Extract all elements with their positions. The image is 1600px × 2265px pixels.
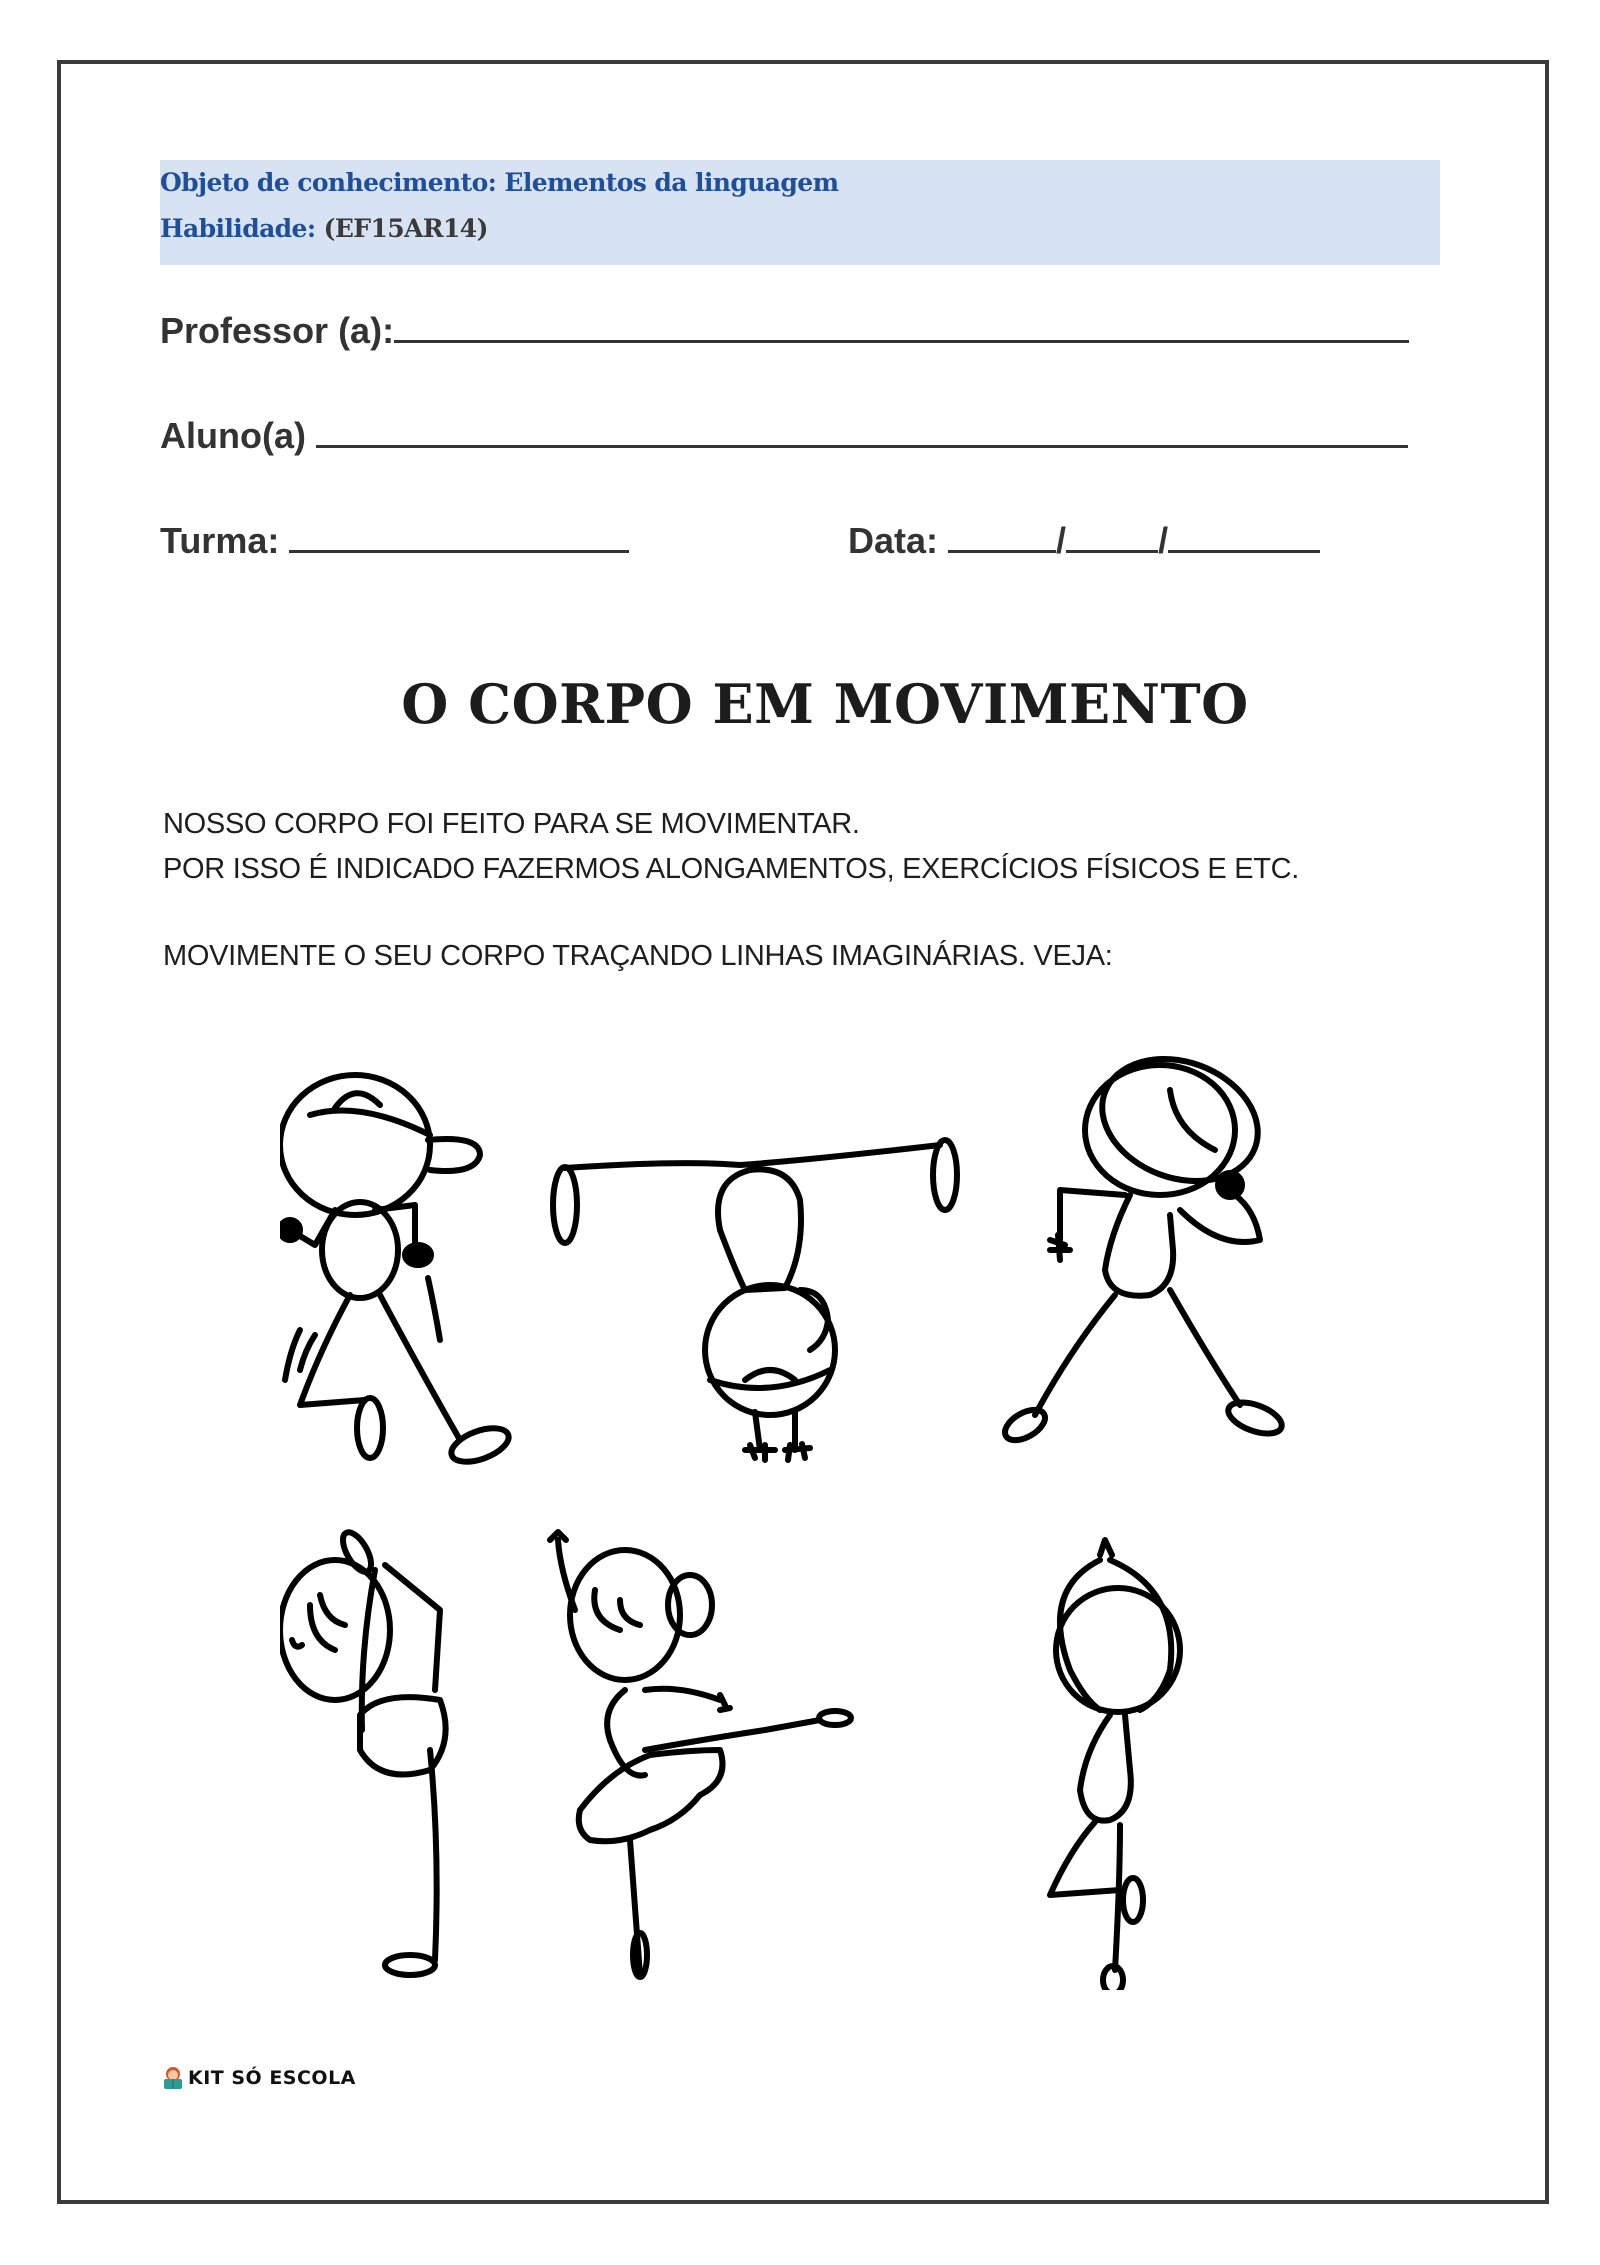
- paragraph-line-2: POR ISSO É INDICADO FAZERMOS ALONGAMENTOS, EXERCÍCIOS FÍSICOS E ETC.: [163, 853, 1300, 885]
- instruction-line: MOVIMENTE O SEU CORPO TRAÇANDO LINHAS IMAGINÁRIAS. VEJA:: [163, 940, 1113, 972]
- knowledge-object: [160, 168, 838, 197]
- class-field: [160, 520, 629, 562]
- student-blank[interactable]: [316, 415, 1408, 448]
- handstand-figure: [553, 1140, 957, 1460]
- tree-pose-figure: [1050, 1540, 1180, 1990]
- page-title: O CORPO EM MOVIMENTO: [401, 672, 1249, 736]
- professor-label: Professor (a):: [160, 310, 395, 351]
- date-label: Data:: [848, 520, 939, 561]
- class-label: Turma:: [160, 520, 280, 561]
- figures-grid: [280, 1050, 1380, 1990]
- student-field: [160, 415, 1408, 457]
- professor-blank[interactable]: [394, 310, 1409, 343]
- reading-girl-icon: [162, 2066, 184, 2090]
- date-field: [848, 520, 1320, 562]
- date-year-blank[interactable]: [1168, 520, 1320, 553]
- skill-label: Habilidade:: [160, 214, 316, 243]
- running-boy-figure: [280, 1075, 513, 1468]
- date-separator-1: /: [1056, 520, 1067, 561]
- class-blank[interactable]: [289, 520, 629, 553]
- skill-code: (EF15AR14): [323, 214, 488, 243]
- stick-figures-illustration: [280, 1050, 1380, 1990]
- ballerina-figure: [550, 1532, 851, 1977]
- date-day-blank[interactable]: [948, 520, 1056, 553]
- brand-name: KIT SÓ ESCOLA: [188, 2067, 356, 2089]
- professor-field: [160, 310, 1409, 352]
- date-month-blank[interactable]: [1066, 520, 1158, 553]
- paragraph-line-1: NOSSO CORPO FOI FEITO PARA SE MOVIMENTAR.: [163, 808, 860, 840]
- dancer-with-hat-figure: [1000, 1050, 1286, 1446]
- brand-logo: [162, 2066, 356, 2090]
- date-separator-2: /: [1158, 520, 1169, 561]
- skill-line: [160, 214, 488, 243]
- knowledge-object-text: Objeto de conhecimento: Elementos da linguagem: [160, 168, 839, 197]
- student-label: Aluno(a): [160, 415, 306, 456]
- leg-stretch-figure: [280, 1528, 446, 1975]
